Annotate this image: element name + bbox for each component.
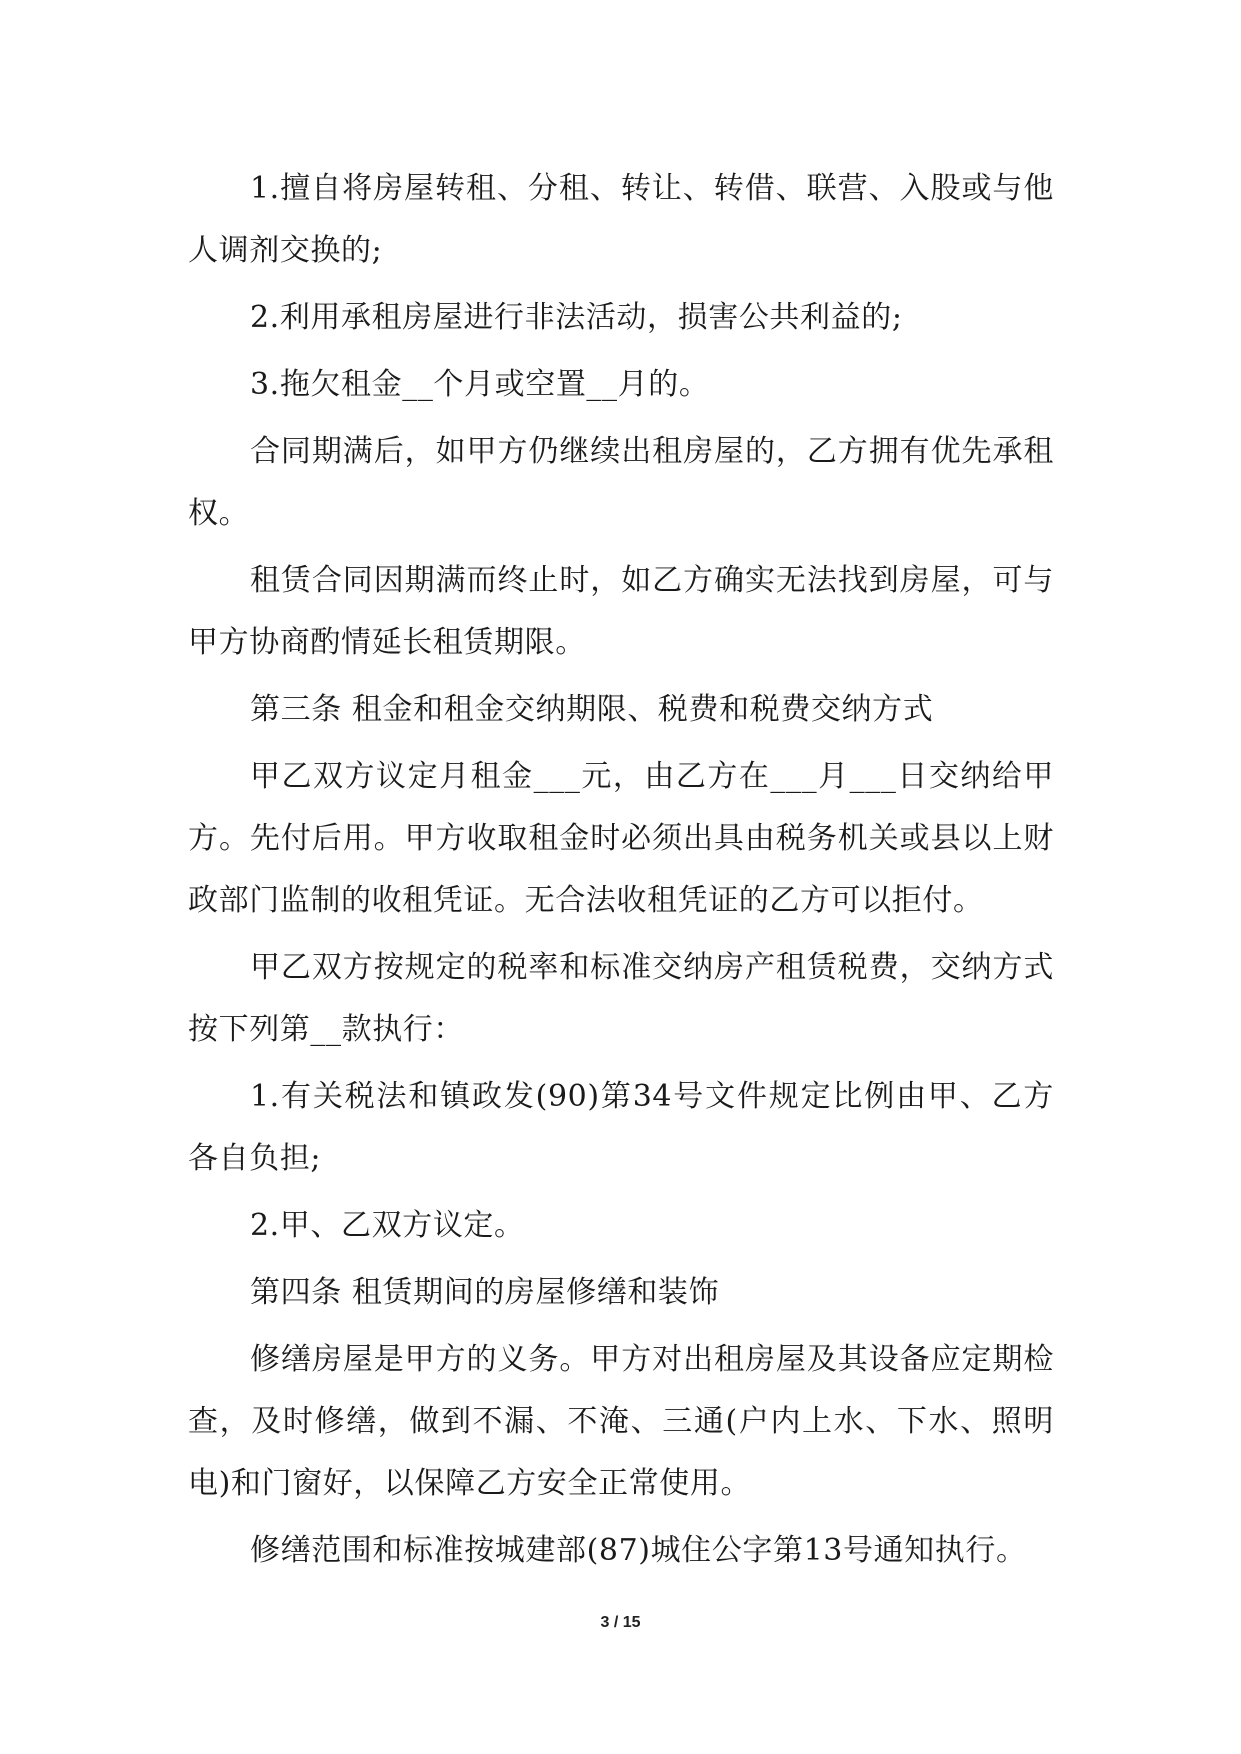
paragraph-9: 1.有关税法和镇政发(90)第34号文件规定比例由甲、乙方各自负担; [188,1079,1054,1176]
page-number: 3 / 15 [600,1614,641,1631]
section-heading-article-3: 第三条 租金和租金交纳期限、税费和税费交纳方式 [250,692,934,727]
paragraph-8: 甲乙双方按规定的税率和标准交纳房产租赁税费，交纳方式按下列第__款执行： [188,950,1054,1047]
paragraph-12: 修缮房屋是甲方的义务。甲方对出租房屋及其设备应定期检查，及时修缮，做到不漏、不淹、三通(户内上水、下水、照明电)和门窗好，以保障乙方安全正常使用。 [188,1342,1054,1501]
paragraph-2: 2.利用承租房屋进行非法活动，损害公共利益的; [250,300,903,335]
section-heading-article-4: 第四条 租赁期间的房屋修缮和装饰 [250,1275,720,1310]
paragraph-4: 合同期满后，如甲方仍继续出租房屋的，乙方拥有优先承租权。 [188,434,1054,531]
paragraph-13: 修缮范围和标准按城建部(87)城住公字第13号通知执行。 [250,1533,1027,1568]
paragraph-1: 1.擅自将房屋转租、分租、转让、转借、联营、入股或与他人调剂交换的; [188,171,1054,268]
paragraph-3: 3.拖欠租金__个月或空置__月的。 [250,367,710,402]
document-body [188,158,1054,1587]
paragraph-5: 租赁合同因期满而终止时，如乙方确实无法找到房屋，可与甲方协商酌情延长租赁期限。 [188,563,1054,660]
paragraph-7: 甲乙双方议定月租金___元，由乙方在___月___日交纳给甲方。先付后用。甲方收取租金时必须出具由税务机关或县以上财政部门监制的收租凭证。无合法收租凭证的乙方可以拒付。 [188,759,1054,918]
paragraph-10: 2.甲、乙双方议定。 [250,1208,525,1243]
